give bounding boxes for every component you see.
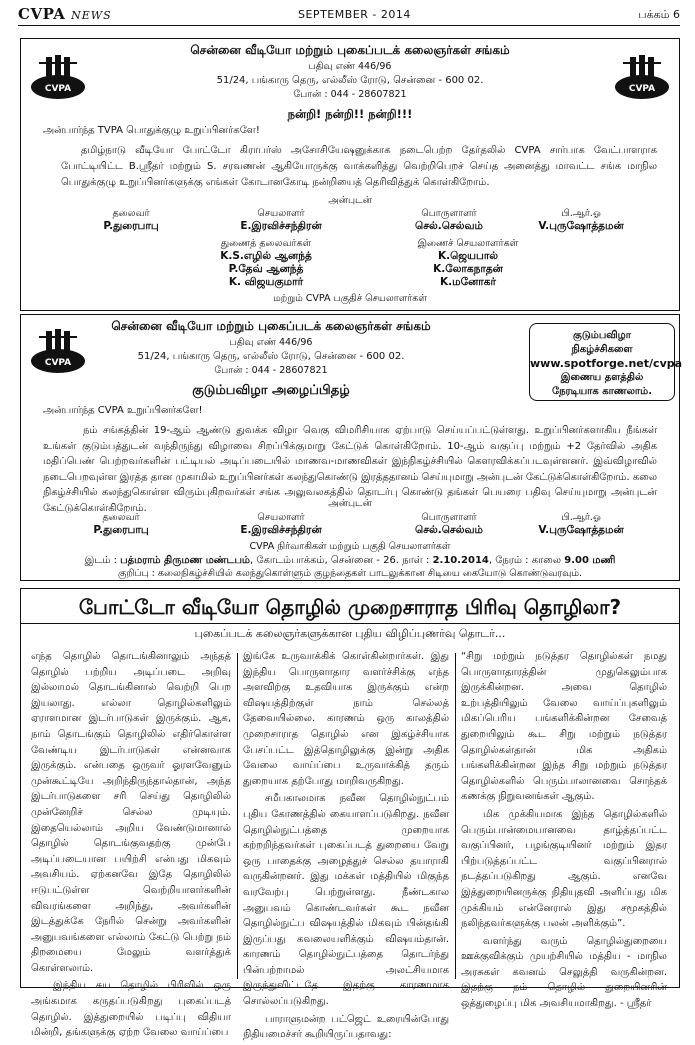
invite-body: நம் சங்கத்தின் 19-ஆம் ஆண்டு துவக்க விழா வெகு விமரிசியாக ஏற்பாடு செய்யப்பட்டுள்ளது. உறுப்பினர்களாகிய நீங்கள் உங்கள் குடும்பத்துடன் வந்திருந்து விழாவை சிறப்பிக்குமாறு கேட்டுக் கொள்கிறோம். 10-ஆம் வகுப்பு மற்றும் +2 தேர்வில் அதிக மதிப்பெண் பெற்றவர்களின் பட்டியல் அடிப்படையில் மாணவ-மாணவிகள் இந்நிகழ்ச்சியில் கௌரவிக்கப்படவுள்ளனர். இவ்விழாவில் நடைபெறவுள்ள இரத்த தான முகாமில் உறுப்பினர்கள் கலந்துகொண்டு இரத்ததானம் செய்யுமாறு அன்புடன் கேட்டுக்கொள்கிறோம். கலை நிகழ்ச்சியில் கலந்துகொள்ள விரும்புகிறவர்கள் சங்க அலுவலகத்தில் தொடர்பு கொண்டு தங்கள் பெயரை பதிவு செய்யுமாறு அன்புடன் கேட்டுக்கொள்கிறோம். [43,425,657,514]
col3-para-2: மிக முக்கியமாக இந்த தொழில்களில் பெரும்பான்மையானவை தாழ்த்தப்பட்ட வகுப்பினர், பழங்குடியினர் மற்றும் இதர பிற்படுத்தப்பட்ட வகுப்பினரால் நடத்தப்படுகிறது ஆகும். எனவே இத்துறையினருக்கு நிதியுதவி அளிப்பது மிக முக்கியம் என்னேரால் இது சமூகத்தில் நலிந்தவர்களுக்கு பலன் அளிக்கும்”. [461,808,667,930]
thanks-footer: மற்றும் CVPA பகுதிச் செயலாளர்கள் [273,293,427,304]
invite-officer-treasurer: பொருளாளர் செல்.செல்வம் [415,512,483,536]
officer-secretary: செயலாளர் E.இரவிச்சந்திரன் [240,208,322,232]
column-divider-1 [237,653,238,979]
page-number: பக்கம் 6 [638,8,680,21]
invite-registration: பதிவு எண் 446/96 [229,337,313,348]
brand-logo-text: CVPA NEWS [18,5,112,23]
thanks-anbudan: அன்புடன் [328,195,372,206]
column-divider-2 [455,653,456,979]
venue-name: பத்மராம் திருமண மண்டபம் [120,555,250,566]
col3-para-1: “சிறு மற்றும் நடுத்தர தொழில்கள் நமது பொருளாதாரத்தின் முதுகெலும்பாக இருக்கின்றன. அவை தொழில் உற்பத்தியிலும் வேலை வாய்ப்புகளிலும் மிகப்பெரிய பங்களிக்கின்றன சேவைத் துறையிலும் கூட சிறு மற்றும் நடுத்தர தொழில்கள்தான் மிக அதிகம் பங்களிக்கின்றன இந்த சிறு மற்றும் நடுத்தர தொழில்களில் பெரும்பாலானவை சொந்தக் கணக்கு நிறுவனங்கள் ஆகும். [461,651,667,803]
family-day-invitation [20,314,683,581]
thanks-body: தமிழ்நாடு வீடியோ போட்டோ கிராபர்ஸ் அசோசியேஷனுக்காக நடைபெற்ற தேர்தலில் CVPA சார்பாக வேட்பாளராக போட்டியிட்ட B.ஸ்ரீதர் மற்றும் S. சரவணன் ஆகியோருக்கு வாக்களித்து வெற்றிபெறச் செய்த அனைத்து மாவட்ட சங்க மாநில பொதுக்குழு உறுப்பினர்களுக்கு எங்கள் கோடானகோடி நன்றியைத் தெரிவித்துக் கொள்கிறோம். [61,145,657,188]
invite-address: 51/24, பங்காரு தெரு, எல்லீஸ் ரோடு, சென்னை - 600 02. [137,351,405,362]
invite-officer-secretary: செயலாளர் E.இரவிச்சந்திரன் [240,512,322,536]
issue-month: SEPTEMBER - 2014 [298,8,411,21]
thanks-notice [20,38,680,311]
org-phone: போன் : 044 - 28607821 [293,89,407,100]
promo-url: www.spotforge.net/cvpa [530,357,683,370]
invite-phone: போன் : 044 - 28607821 [214,365,328,376]
org-registration: பதிவு எண் 446/96 [308,61,392,72]
invite-anbudan: அன்புடன் [328,498,372,509]
joint-secretaries: இணைச் செயலாளர்கள் K.ஜெயபால் K.லோகநாதன் K.மனோகர் [417,238,519,288]
invite-org-name: சென்னை வீடியோ மற்றும் புகைப்படக் கலைஞர்கள் சங்கம் [111,319,431,333]
col1-para-1: எந்த தொழில் தொடங்கினாலும் அந்தத் தொழில் பற்றிய அடிப்படை அறிவு இல்லாமல் தொடங்கினால் வெற்றி பெற இயலாது. எல்லா தொழில்களிலும் ஏராளமான இடர்பாடுகள் இருக்கும். ஆக, நாம் தொடங்கும் தொழிலில் எதிர்கொள்ள வேண்டிய இடர்பாடுகள் என்னவாக இருக்கும். என்பதை ஒருவர் ஓரளவேனும் முன்கூட்டியே அறிந்திருந்தால்தான், அந்த இடர்பாடுகளை சரி செய்து தொழிலில் முன்னேறிச் செல்ல முடியும். இதையெல்லாம் அறிய வேண்டுமானால் தொழில் தொடங்குவதற்கு முன்பே அடிப்படையான பயிற்சி என்பது மிகவும் அவசியம். ஏற்கனவே இதே தொழிலில் ஈடுபட்டுள்ள வெற்றியாளர்களின் விவரங்களை அறிந்து, அவர்களின் இடத்துக்கே நேரில் சென்று அவர்களின் அனுபவங்களை எல்லாம் கேட்டு பெற்று நம் திறமையை மேலும் வளர்த்துக் கொள்ளலாம். [31,651,231,974]
article-column-3 [461,649,667,1014]
article-headline: போட்டோ வீடியோ தொழில் முறைசாராத பிரிவு தொழிலா? [78,595,622,619]
invite-footer: CVPA நிர்வாகிகள் மற்றும் பகுதி செயலாளர்கள் [249,541,451,552]
article-subhead: புகைப்படக் கலைஞர்களுக்கான புதிய விழிப்புணர்வு தொடர்... [194,627,506,640]
thanks-greeting: அன்பார்ந்த TVPA பொதுக்குழு உறுப்பினர்களே! [43,125,260,136]
invite-greeting: அன்பார்ந்த CVPA உறுப்பினர்களே! [43,405,203,416]
col2-para-3: பாராளுமன்ற பட்ஜெட் உரையின்போது நிதியமைச்சர் கூறியிருப்பதாவது: [243,1013,449,1041]
event-time: 9.00 மணி [564,555,616,566]
officer-pro: பி.ஆர்.ஓ V.புருஷோத்தமன் [538,208,624,232]
vice-presidents: துணைத் தலைவர்கள் K.S.எழில் ஆனந்த் P.தேவ் ஆனந்த் K. விஜயகுமார் [220,238,312,288]
svg-text:CVPA: CVPA [44,358,72,368]
article-column-1 [31,649,231,1043]
col1-para-2: இந்திய சுய தொழில் பிரிவில் ஒரு அங்கமாக கருதப்படுகிறது புகைப்படத் தொழில். இத்துறையில் படிப்பு விதியா மின்றி, தங்களுக்கு ஏற்ற வேலை வாய்ப்பை [31,980,231,1039]
col2-para-1: இங்கே உருவாக்கிக் கொள்கின்றார்கள். இது இந்திய பொருளாதார வளர்ச்சிக்கு எந்த அளவிற்கு உதவியாக இருக்கும் என்ற விஷயத்திற்குள் நாம் செல்லத் தேவையில்லை. காரணம் ஒரு காலத்தில் முறைசாராத தொழில் என இகழ்ச்சியாக பேசப்பட்ட இத்தொழிலுக்கு இன்று அதிக வேலை வாய்ப்பை உருவாக்கித் தரும் துறையாக தற்போது மாறிவருகிறது. [243,651,449,787]
org-name: சென்னை வீடியோ மற்றும் புகைப்படக் கலைஞர்கள் சங்கம் [190,43,510,57]
invite-officer-president: தலைவர் P.துரைபாபு [93,512,149,536]
invite-note: குறிப்பு : கலைநிகழ்ச்சியில் கலந்துகொள்ளும் குழந்தைகள் பாடலுக்கான சிடியை கையோடு கொண்டுவரவும். [117,568,583,579]
thanks-title: நன்றி! நன்றி!! நன்றி!!! [287,107,413,121]
officer-treasurer: பொருளாளர் செல்.செல்வம் [415,208,483,232]
col2-para-2: சமீபகாலமாக நவீன தொழில்நுட்பம் புதிய கோணத்தில் கையாளப்படுகிறது. நவீன தொழில்நுட்பத்தை முறையாக கற்றறிந்தவர்கள் புகைப்படத் துறையை வேறு ஒரு பாதைக்கு அழைத்துச் செல்ல தயாராகி வருகின்றனர். இது மக்கள் மத்தியில் மிகுந்த வரவேற்பு பெற்றுள்ளது. நீண்டகால அனுபவம் கொண்டவர்கள் கூட நவீன தொழில்நுட்ப விஷயத்தில் மிகவும் பின்தங்கி இருப்பது கவலையளிக்கும் விஷயம்தான். காரணம் தொழில்நுட்பத்தை தொடர்ந்து பின்பற்றாமல் அலட்சியமாக இருந்துவிட்டதே இதற்கு காரணமாக சொல்லப்படுகிறது. [243,793,449,1008]
live-stream-promo: குடும்பவிழா நிகழ்ச்சிகளை www.spotforge.net/cvpa இணைய தளத்தில் நேரடியாக காணலாம். [529,323,675,401]
invite-officer-pro: பி.ஆர்.ஓ V.புருஷோத்தமன் [538,512,624,536]
event-date: 2.10.2014 [432,555,489,566]
svg-text:CVPA: CVPA [44,84,72,94]
officer-president: தலைவர் P.துரைபாபு [103,208,159,232]
svg-text:CVPA: CVPA [628,84,656,94]
headline-divider [21,623,679,624]
invite-title: குடும்பவிழா அழைப்பிதழ் [192,383,350,398]
article-box [20,588,680,1041]
org-address: 51/24, பங்காரு தெரு, எல்லீஸ் ரோடு, சென்னை - 600 02. [216,75,484,86]
page-header [18,4,680,26]
col3-para-3: வளர்ந்து வரும் தொழில்துறையை ஊக்குவிக்கும் முயற்சியில் மத்திய - மாநில அரசுகள் கவனம் செலுத்தி வருகின்றன. இதற்கு நம் தொழில் துறையினரின் ஒத்துழைப்பு மிக அவசியமாகிறது. - ஸ்ரீதர் [461,935,667,1010]
article-column-2 [243,649,449,1045]
invite-venue-line: இடம் : பத்மராம் திருமண மண்டபம், கோடம்பாக்கம், சென்னை - 26. நாள் : 2.10.2014, நேரம் : காலை 9.00 மணி [84,555,616,566]
